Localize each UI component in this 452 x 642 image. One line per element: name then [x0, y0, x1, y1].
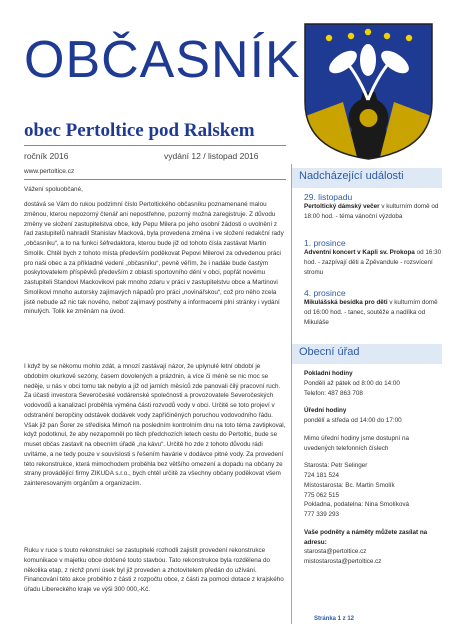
- mayor-phone: 724 181 524: [304, 472, 340, 479]
- events-heading-wrap: [292, 170, 442, 183]
- event-text: od 16:30 hod. - zazpívají děti a Zpěvandule - rozsvícení stromu: [304, 249, 442, 276]
- page-number: Stránka 1 z 12: [314, 616, 355, 622]
- event-item: [292, 192, 442, 222]
- event-description: [292, 298, 442, 327]
- article-paragraph-3: [24, 546, 286, 595]
- event-text: v kulturním domě od 18:00 hod. - téma vánoční výzdoba: [304, 203, 439, 220]
- office-note: Mimo úřední hodiny jsme dostupní na uvedených telefonních číslech: [304, 434, 410, 452]
- event-title: Adventní koncert v Kapli sv. Prokopa: [304, 249, 415, 256]
- website-link[interactable]: www.pertoltice.cz: [24, 168, 75, 175]
- event-text: v kulturním domě od 16:00 hod. - tanec, soutěže a nadílka od Mikuláše: [304, 299, 438, 326]
- paragraph-text: dostává se Vám do rukou podzimní číslo Pertoltického občasníku poznamenané malou změnou, kterou nepozorný čtenář ani nepostřehne, pozorný možná zaregistruje. Z důvodu změny ve složení zastupitelstva obce, kdy Pepu Milera po jeho osobní žádosti o uvolnění z řad zastupitelů nahradil Stanislav Macková, byla provedena změna i ve složení redakční rady „občasníku“, a to na funkci šéfredaktora, kterou bude již od tohoto čísla zastávat Martin Smolík. Chtěl bych z tohoto místa především poděkovat Pepovi Milerovi za odvedenou práci pro naši obec a za příkladné vedení „občasníku“, pevně věřím, že i nadále bude častým poskytovatelem příspěvků především z oblasti sportovního dění v obci, popřát novému zastupiteli Standovi Mackovikovi pak mnoho zdaru v práci v zastupitelstvu obce a Martinovi Smolíkovi mnoho autorsky zajímavých nápadů pro práci „novinářskou“, což pro něho zcela jistě nebude až nic tak nového, neboť zajímavý postřehy a informacemi plní stránky i vydání minulých. Tolik ke změnám na úvod.: [24, 201, 284, 316]
- email-link-mayor[interactable]: starosta@pertoltice.cz: [304, 548, 367, 556]
- office-hours-text: pondělí a středa od 14:00 do 17:00: [304, 417, 402, 424]
- paragraph-text: Ruku v ruce s touto rekonstrukcí se zastupitelé rozhodli zajistit provedení rekonstrukce komunikace v majetku obce dotčené touto stavbou. Tato rekonstrukce byla rozdělena do několika etap, z nichž první úsek byl již proveden a zhotovitelem předán do užívání. Financování této akce proběhlo z části z rozpočtu obce, z části za pomoci dotace z krajského úřadu Libereckého kraje ve výši 300 000,-Kč.: [24, 547, 284, 593]
- cash-hours-label: Pokladní hodiny: [304, 370, 353, 377]
- event-date: 1. prosince: [304, 238, 346, 248]
- event-title: Pertoltický dámský večer: [304, 203, 380, 210]
- mayor-name: Starosta: Petr Selinger: [304, 462, 368, 470]
- coat-of-arms-icon: [303, 22, 434, 161]
- article-paragraph-1: [24, 200, 286, 317]
- event-item: [292, 238, 442, 277]
- event-date: 29. listopadu: [304, 192, 353, 202]
- sidebar: [291, 164, 441, 624]
- event-item: [292, 288, 442, 327]
- divider: [24, 145, 286, 146]
- article-paragraph-2: [24, 362, 286, 489]
- office-info: [292, 369, 442, 567]
- email-link-deputy[interactable]: mistostarosta@pertoltice.cz: [304, 558, 382, 565]
- office-phone: Telefon: 487 863 708: [304, 389, 363, 397]
- events-heading: Nadcházející události: [299, 170, 404, 182]
- event-title: Mikulášská besídka pro děti: [304, 299, 388, 306]
- clerk-name: Pokladna, podatelna: Nina Smolíková: [304, 501, 410, 509]
- office-heading-wrap: [292, 346, 442, 359]
- office-heading: Obecní úřad: [299, 346, 360, 358]
- divider: [24, 179, 286, 180]
- paragraph-text: I když by se někomu mohlo zdát, a mnozí zastávají názor, že uplynulé letní období je obdobím okurkové sezóny, časem dovolených a prázdnin, a více či méně se nic moc se neděje, u nás v obci tomu tak nebylo a již od jarních měsíců zde panovali čilý pracovní ruch. Za účasti investora Severočeské vodárenské společnosti a provozovatele Severočeských vodovodů a kanalizací proběhla výměna části rozvodů vody v obci. Určitě se toto projeví v odstranění beropčiny odstávek dodávek vody zapříčiněných poruchou vodovodního řádu. Však již pan Šorer ze střediska Mimoň na posledním kontrolním dnu na toto téma zavtipkoval, když podotknul, že aby nezapomněl po těch předchozích letech cestu do Pertoltic, bude se muset občas zastavit na obecním úřadě „na kávu“. Určitě ho zde z tohoto důvodu rádi uvítáme, a ne tedy pouze v souvislosti s řešením havárie v dodávce pitné vody. Za provedení této rekonstrukce, která mimochodem proběhla bez většího omezení a dopadu na občany ze strany provádějící firmy ZIKUDA s.r.o., bych chtěl určitě za všechny občany poděkovat všem zainteresovaným orgánům a organizacím.: [24, 363, 286, 487]
- event-description: [292, 202, 442, 222]
- greeting-text: Vážení spoluobčané,: [24, 186, 83, 193]
- office-hours-label: Úřední hodiny: [304, 407, 347, 415]
- masthead-subtitle: obec Pertoltice pod Ralskem: [24, 120, 255, 141]
- article-greeting: [24, 185, 286, 195]
- event-description: [292, 248, 442, 277]
- issue-number: vydání 12 / listopad 2016: [164, 151, 259, 161]
- event-date: 4. prosince: [304, 288, 346, 298]
- mail-label: Vaše podněty a náměty můžete zasílat na adresu:: [304, 528, 428, 546]
- clerk-phone: 777 339 293: [304, 511, 340, 518]
- cash-hours-text: Pondělí až pátek od 8:00 do 14:00: [304, 379, 400, 387]
- masthead-title: OBČASNÍK: [24, 31, 301, 89]
- issue-year: ročník 2016: [24, 151, 69, 161]
- deputy-name: Místostarosta: Bc. Martin Smolík: [304, 481, 395, 489]
- page-number-wrap: [292, 616, 442, 622]
- deputy-phone: 775 062 515: [304, 491, 340, 499]
